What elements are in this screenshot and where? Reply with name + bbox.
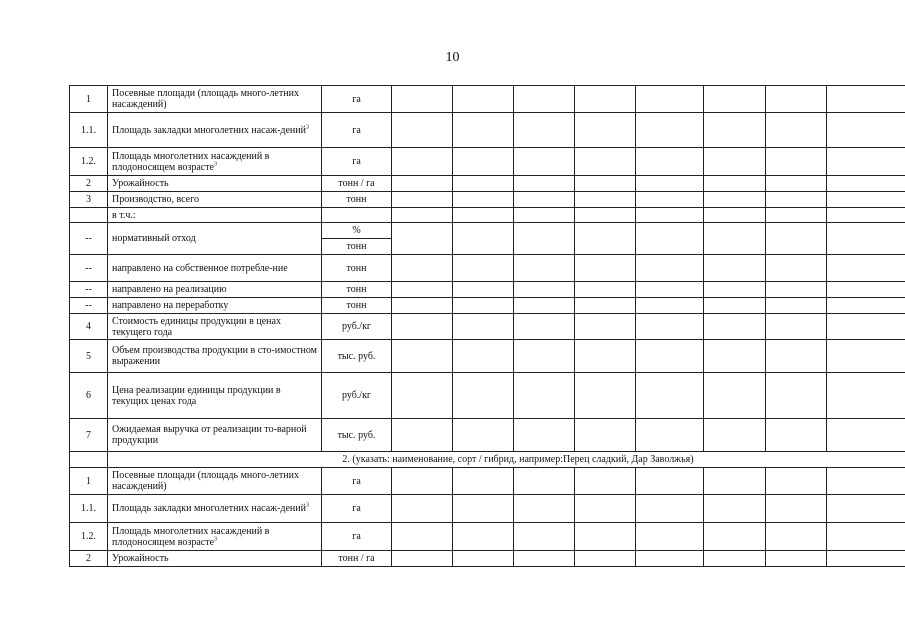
- row-number: --: [70, 255, 108, 282]
- page-number: 10: [445, 50, 460, 65]
- value-cell: [766, 192, 827, 208]
- value-cell: [827, 282, 905, 298]
- row-unit: га: [322, 468, 392, 495]
- value-cell: [514, 419, 575, 452]
- value-cell: [575, 148, 636, 176]
- value-cell: [392, 419, 453, 452]
- value-cell: [392, 113, 453, 148]
- row-name: нормативный отход: [108, 223, 322, 255]
- row-number: 1.1.: [70, 495, 108, 523]
- value-cell: [636, 495, 704, 523]
- value-cell: [453, 282, 514, 298]
- value-cell: [827, 523, 905, 551]
- row-number: 1.2.: [70, 523, 108, 551]
- row-unit: тонн: [322, 192, 392, 208]
- value-cell: [392, 495, 453, 523]
- value-cell: [636, 208, 704, 223]
- value-cell: [636, 223, 704, 255]
- row-name: Посевные площади (площадь много-летних насаждений): [108, 86, 322, 113]
- value-cell: [453, 148, 514, 176]
- value-cell: [575, 419, 636, 452]
- value-cell: [766, 468, 827, 495]
- value-cell: [575, 495, 636, 523]
- value-cell: [453, 314, 514, 340]
- value-cell: [453, 176, 514, 192]
- value-cell: [575, 373, 636, 419]
- table-row: [70, 373, 905, 419]
- value-cell: [704, 419, 766, 452]
- value-cell: [766, 298, 827, 314]
- value-cell: [575, 255, 636, 282]
- value-cell: [636, 340, 704, 373]
- row-number: 2: [70, 551, 108, 567]
- value-cell: [636, 298, 704, 314]
- table-body: [70, 86, 905, 567]
- row-name: Площадь многолетних насаждений в плодоносящем возрасте$^3$: [108, 148, 322, 176]
- value-cell: [766, 176, 827, 192]
- value-cell: [636, 192, 704, 208]
- value-cell: [514, 86, 575, 113]
- row-name: Производство, всего: [108, 192, 322, 208]
- value-cell: [636, 255, 704, 282]
- value-cell: [575, 176, 636, 192]
- value-cell: [636, 468, 704, 495]
- row-unit: [322, 208, 392, 223]
- value-cell: [575, 208, 636, 223]
- value-cell: [827, 419, 905, 452]
- value-cell: [453, 419, 514, 452]
- value-cell: [827, 223, 905, 255]
- row-unit: руб./кг: [322, 314, 392, 340]
- value-cell: [453, 468, 514, 495]
- section-row: [70, 452, 905, 468]
- row-number: 4: [70, 314, 108, 340]
- value-cell: [704, 208, 766, 223]
- table-row: [70, 419, 905, 452]
- value-cell: [575, 551, 636, 567]
- value-cell: [766, 340, 827, 373]
- row-unit: тонн: [322, 298, 392, 314]
- value-cell: [827, 495, 905, 523]
- value-cell: [453, 298, 514, 314]
- value-cell: [514, 176, 575, 192]
- value-cell: [392, 176, 453, 192]
- value-cell: [636, 373, 704, 419]
- section-title: 2. (указать: наименование, сорт / гибрид, например:Перец сладкий, Дар Заволжья): [108, 452, 905, 468]
- value-cell: [514, 523, 575, 551]
- table-row: [70, 86, 905, 113]
- row-name: Стоимость единицы продукции в ценах текущего года: [108, 314, 322, 340]
- value-cell: [392, 192, 453, 208]
- row-number: 6: [70, 373, 108, 419]
- table-row: [70, 314, 905, 340]
- value-cell: [514, 208, 575, 223]
- row-number: 5: [70, 340, 108, 373]
- value-cell: [704, 373, 766, 419]
- value-cell: [392, 86, 453, 113]
- value-cell: [636, 551, 704, 567]
- value-cell: [514, 255, 575, 282]
- value-cell: [514, 373, 575, 419]
- value-cell: [392, 468, 453, 495]
- value-cell: [827, 551, 905, 567]
- value-cell: [766, 419, 827, 452]
- value-cell: [392, 373, 453, 419]
- production-table: [69, 85, 905, 567]
- row-unit: тонн: [322, 282, 392, 298]
- value-cell: [453, 86, 514, 113]
- table-row: [70, 468, 905, 495]
- table-row: [70, 113, 905, 148]
- row-unit: тонн: [322, 239, 392, 255]
- value-cell: [704, 523, 766, 551]
- value-cell: [575, 282, 636, 298]
- row-name: Площадь закладки многолетних насаж-дений$^3$: [108, 495, 322, 523]
- value-cell: [575, 340, 636, 373]
- value-cell: [575, 298, 636, 314]
- row-number: --: [70, 223, 108, 255]
- value-cell: [766, 208, 827, 223]
- value-cell: [392, 551, 453, 567]
- value-cell: [636, 282, 704, 298]
- row-number: 2: [70, 176, 108, 192]
- value-cell: [636, 113, 704, 148]
- row-name: в т.ч.:: [108, 208, 322, 223]
- row-name: Посевные площади (площадь много-летних насаждений): [108, 468, 322, 495]
- value-cell: [827, 176, 905, 192]
- value-cell: [514, 495, 575, 523]
- row-unit: га: [322, 148, 392, 176]
- row-name: Площадь многолетних насаждений в плодоносящем возрасте$^3$: [108, 523, 322, 551]
- value-cell: [453, 523, 514, 551]
- value-cell: [392, 208, 453, 223]
- value-cell: [766, 282, 827, 298]
- table-row: [70, 523, 905, 551]
- value-cell: [827, 314, 905, 340]
- table-row: [70, 551, 905, 567]
- value-cell: [766, 373, 827, 419]
- value-cell: [514, 468, 575, 495]
- value-cell: [453, 255, 514, 282]
- footnote-marker: 3: [214, 536, 218, 543]
- value-cell: [704, 282, 766, 298]
- value-cell: [514, 223, 575, 255]
- value-cell: [514, 551, 575, 567]
- value-cell: [827, 255, 905, 282]
- value-cell: [392, 314, 453, 340]
- row-unit: тонн / га: [322, 551, 392, 567]
- value-cell: [392, 148, 453, 176]
- table-row: [70, 255, 905, 282]
- row-name: направлено на переработку: [108, 298, 322, 314]
- value-cell: [514, 282, 575, 298]
- value-cell: [453, 223, 514, 255]
- table-row: [70, 298, 905, 314]
- value-cell: [704, 551, 766, 567]
- value-cell: [514, 340, 575, 373]
- row-name: Цена реализации единицы продукции в текущих ценах года: [108, 373, 322, 419]
- row-unit: %: [322, 223, 392, 239]
- value-cell: [453, 192, 514, 208]
- row-name: направлено на реализацию: [108, 282, 322, 298]
- row-number: 3: [70, 192, 108, 208]
- value-cell: [514, 314, 575, 340]
- value-cell: [766, 314, 827, 340]
- value-cell: [704, 192, 766, 208]
- value-cell: [636, 523, 704, 551]
- row-name: Ожидаемая выручка от реализации то-варной продукции: [108, 419, 322, 452]
- value-cell: [453, 495, 514, 523]
- value-cell: [766, 523, 827, 551]
- value-cell: [827, 148, 905, 176]
- value-cell: [704, 495, 766, 523]
- value-cell: [766, 223, 827, 255]
- value-cell: [392, 282, 453, 298]
- value-cell: [704, 340, 766, 373]
- value-cell: [575, 192, 636, 208]
- value-cell: [575, 113, 636, 148]
- value-cell: [766, 255, 827, 282]
- value-cell: [704, 176, 766, 192]
- value-cell: [392, 223, 453, 255]
- value-cell: [392, 340, 453, 373]
- row-number: [70, 208, 108, 223]
- value-cell: [704, 86, 766, 113]
- value-cell: [827, 208, 905, 223]
- value-cell: [636, 86, 704, 113]
- value-cell: [827, 373, 905, 419]
- value-cell: [704, 255, 766, 282]
- value-cell: [453, 208, 514, 223]
- row-unit: тонн / га: [322, 176, 392, 192]
- value-cell: [453, 373, 514, 419]
- value-cell: [392, 255, 453, 282]
- value-cell: [575, 314, 636, 340]
- value-cell: [704, 148, 766, 176]
- value-cell: [636, 419, 704, 452]
- value-cell: [514, 192, 575, 208]
- value-cell: [704, 223, 766, 255]
- value-cell: [827, 340, 905, 373]
- row-name: направлено на собственное потребле-ние: [108, 255, 322, 282]
- value-cell: [766, 551, 827, 567]
- value-cell: [704, 468, 766, 495]
- value-cell: [766, 113, 827, 148]
- row-unit: руб./кг: [322, 373, 392, 419]
- table-row: [70, 495, 905, 523]
- row-unit: га: [322, 495, 392, 523]
- row-unit: тыс. руб.: [322, 340, 392, 373]
- value-cell: [827, 468, 905, 495]
- footnote-marker: 3: [305, 502, 309, 509]
- table-row: [70, 282, 905, 298]
- value-cell: [766, 86, 827, 113]
- row-name: Урожайность: [108, 176, 322, 192]
- row-unit: га: [322, 523, 392, 551]
- value-cell: [453, 340, 514, 373]
- row-name: Площадь закладки многолетних насаж-дений$^3$: [108, 113, 322, 148]
- value-cell: [636, 148, 704, 176]
- footnote-marker: 3: [305, 124, 309, 131]
- value-cell: [392, 523, 453, 551]
- value-cell: [514, 298, 575, 314]
- value-cell: [704, 314, 766, 340]
- table-row: [70, 176, 905, 192]
- value-cell: [514, 113, 575, 148]
- value-cell: [514, 148, 575, 176]
- value-cell: [392, 298, 453, 314]
- row-unit: тыс. руб.: [322, 419, 392, 452]
- row-number: 7: [70, 419, 108, 452]
- value-cell: [453, 551, 514, 567]
- row-unit: га: [322, 113, 392, 148]
- value-cell: [636, 176, 704, 192]
- table-row: [70, 223, 905, 239]
- value-cell: [827, 86, 905, 113]
- value-cell: [453, 113, 514, 148]
- value-cell: [827, 113, 905, 148]
- value-cell: [636, 314, 704, 340]
- row-number: 1.2.: [70, 148, 108, 176]
- value-cell: [827, 192, 905, 208]
- row-number: --: [70, 298, 108, 314]
- value-cell: [766, 495, 827, 523]
- row-number: 1.1.: [70, 113, 108, 148]
- row-number: 1: [70, 86, 108, 113]
- value-cell: [575, 468, 636, 495]
- table-row: [70, 340, 905, 373]
- value-cell: [704, 298, 766, 314]
- row-name: Урожайность: [108, 551, 322, 567]
- row-number: 1: [70, 468, 108, 495]
- value-cell: [575, 86, 636, 113]
- row-unit: га: [322, 86, 392, 113]
- row-name: Объем производства продукции в сто-имостном выражении: [108, 340, 322, 373]
- table-row: [70, 208, 905, 223]
- section-number-cell: [70, 452, 108, 468]
- row-number: --: [70, 282, 108, 298]
- table-row: [70, 192, 905, 208]
- row-unit: тонн: [322, 255, 392, 282]
- footnote-marker: 3: [214, 161, 218, 168]
- table-row: [70, 148, 905, 176]
- value-cell: [766, 148, 827, 176]
- value-cell: [704, 113, 766, 148]
- value-cell: [575, 223, 636, 255]
- value-cell: [575, 523, 636, 551]
- value-cell: [827, 298, 905, 314]
